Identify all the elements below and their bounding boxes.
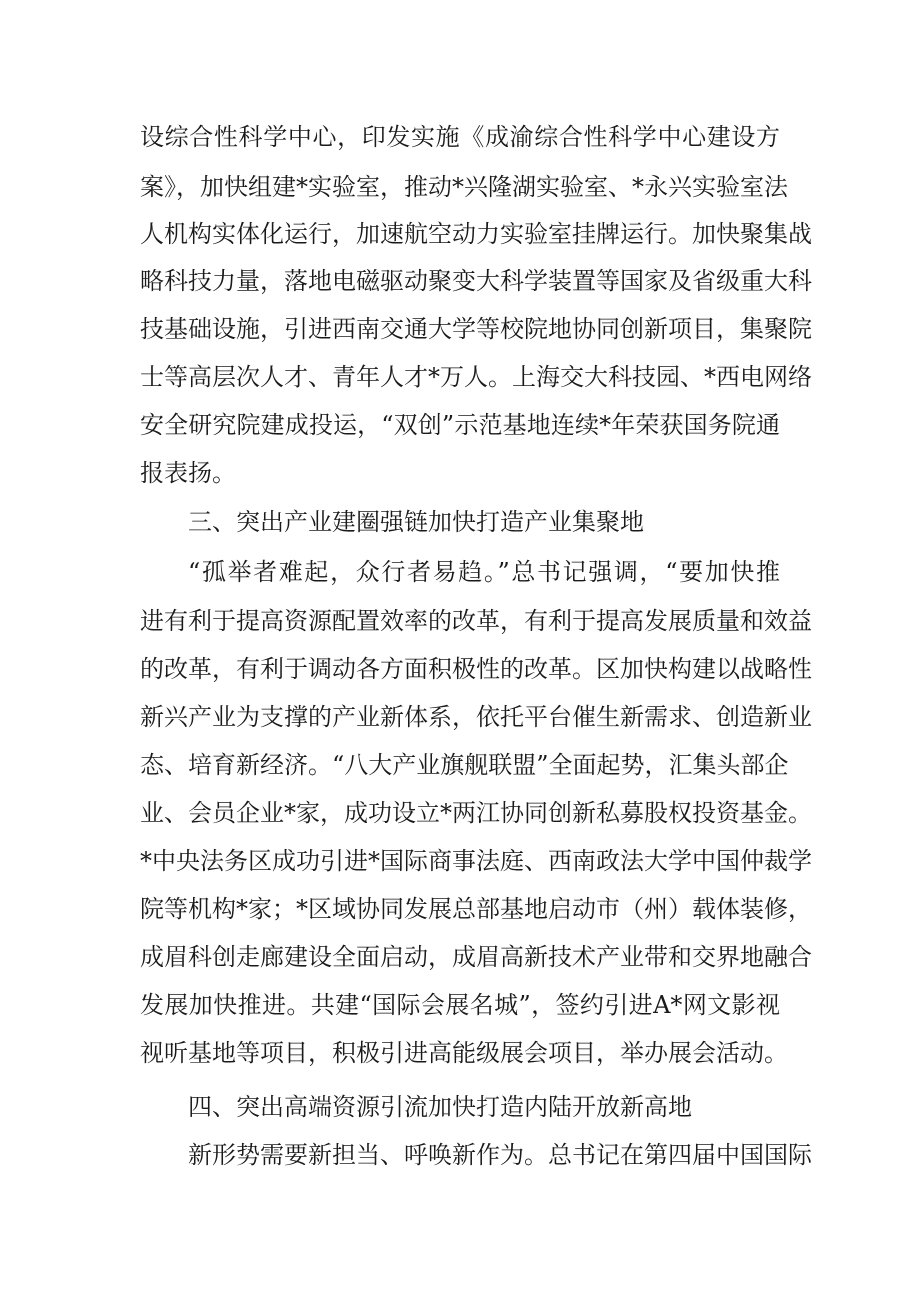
document-page: 设综合性科学中心，印发实施《成渝综合性科学中心建设方 案》，加快组建*实验室，推动*兴隆湖实验室、*永兴实验室法 人机构实体化运行，加速航空动力实验室挂牌运行。加快聚集战 略科技力量，落地电磁驱动聚变大科学装置等国家及省级重大科 技基础设施，引进西南交通大学等校院地协同创新项目，集聚院 士等高层次人才、青年人才*万人。上海交大科技园、*西电网络 安全研究院建成投运，“双创”示范基地连续*年荣获国务院通 报表扬。 三、突出产业建圈强链加快打造产业集聚地 “孤举者难起，众行者易趋。”总书记强调，“要加快推 进有利于提高资源配置效率的改革，有利于提高发展质量和效益 的改革，有利于调动各方面积极性的改革。区加快构建以战略性 新兴产业为支撑的产业新体系，依托平台催生新需求、创造新业 态、培育新经济。“八大产业旗舰联盟”全面起势，汇集头部企 业、会员企业*家，成功设立*两江协同创新私募股权投资基金。 *中央法务区成功引进*国际商事法庭、西南政法大学中国仲裁学 院等机构*家；*区域协同发展总部基地启动市（州）载体装修， 成眉科创走廊建设全面启动，成眉高新技术产业带和交界地融合 发展加快推进。共建“国际会展名城”，签约引进A*网文影视 视听基地等项目，积极引进高能级展会项目，举办展会活动。 四、突出高端资源引流加快打造内陆开放新高地 新形势需要新担当、呼唤新作为。总书记在第四届中国国际 [140, 123, 812, 1169]
